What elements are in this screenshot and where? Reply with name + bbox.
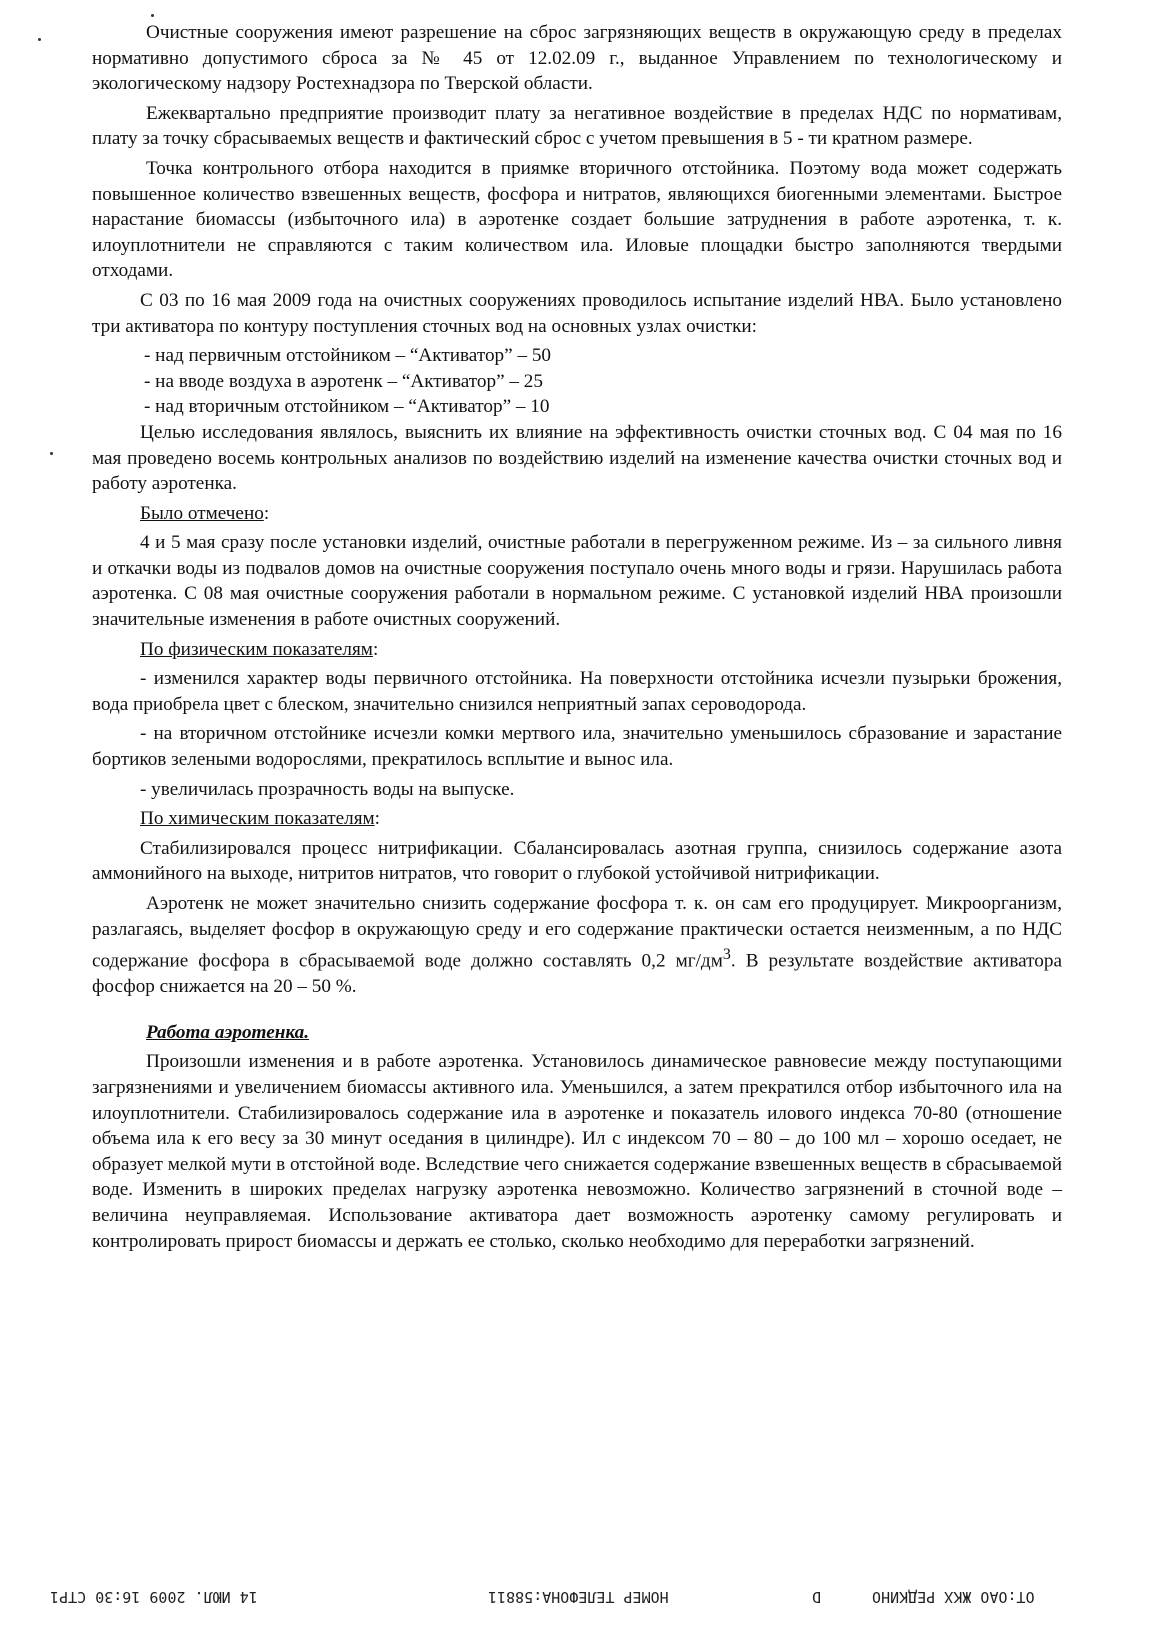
paragraph-phosphorus <box>92 891 1062 1000</box>
paragraph-overload: 4 и 5 мая сразу после установки изделий, очистные работали в перегруженном режиме. Из – за сильного ливня и откачки воды из подвалов домов на очистные сооружения поступало очень много воды и грязи. Нарушилась работа аэротенка. С 08 мая очистные сооружения работали в нормальном режиме. С установкой изделий НВА произошли значительные изменения в работе очистных сооружений. <box>92 532 1062 631</box>
heading-chemical: По химическим показателям: <box>140 808 381 830</box>
paragraph-secondary-settler: - на вторичном отстойнике исчезли комки мертвого ила, значительно уменьшилось сбразование и зарастание бортиков зелеными водорослями, прекратилось всплытие и вынос ила. <box>92 723 1062 771</box>
document-body <box>92 20 1062 1258</box>
scan-speck <box>151 14 154 17</box>
paragraph-nitrification: Стабилизировался процесс нитрификации. Сбалансировалась азотная группа, снизилось содержание азота аммонийного на выходе, нитритов нитратов, что говорит о глубокой устойчивой нитрификации. <box>92 837 1062 885</box>
fax-date: 14 ИЮЛ. 2009 16:30 СТР1 <box>50 1588 258 1606</box>
scan-speck <box>38 38 41 41</box>
heading-physical: По физическим показателям: <box>140 638 379 660</box>
paragraph-transparency: - увеличилась прозрачность воды на выпуске. <box>140 778 515 800</box>
phosphorus-text-b: . В результате воздействие активатора фосфор снижается на 20 – 50 %. <box>92 950 1062 998</box>
heading-physical-text: По физическим показателям <box>140 638 373 660</box>
list-item-activator-25: - на вводе воздуха в аэротенк – “Активатор” – 25 <box>144 370 543 392</box>
fax-phone: НОМЕР ТЕЛЕФОНА:58811 <box>488 1588 669 1606</box>
heading-noted-text: Было отмечено <box>140 502 264 524</box>
heading-aerotank: Работа аэротенка. <box>146 1021 310 1043</box>
fax-header-strip <box>0 1588 1160 1612</box>
scan-speck <box>50 452 53 455</box>
paragraph-primary-settler: - изменился характер воды первичного отстойника. На поверхности отстойника исчезли пузырьки брожения, вода приобрела цвет с блеском, значительно снизился неприятный запах сероводорода. <box>92 668 1062 715</box>
paragraph-permit: Очистные сооружения имеют разрешение на сброс загрязняющих веществ в окружающую среду в пределах нормативно допустимого сброса за № 45 от 12.02.09 г., выданное Управлением по технологическому и экологическому надзору Ростехнадзора по Тверской области. <box>92 22 1062 95</box>
paragraph-payment: Ежеквартально предприятие производит плату за негативное воздействие в пределах НДС по нормативам, плату за точку сбрасываемых веществ и фактический сброс с учетом превышения в 5 - ти кратном размере. <box>92 102 1062 150</box>
paragraph-purpose: Целью исследования являлось, выяснить их влияние на эффективность очистки сточных вод. С 04 мая по 16 мая проведено восемь контрольных анализов по воздействию изделий на изменение качества очистки сточных вод и работу аэротенка. <box>92 421 1062 495</box>
heading-noted: Было отмечено: <box>140 502 270 524</box>
paragraph-aerotank: Произошли изменения и в работе аэротенка. Установилось динамическое равновесие между поступающими загрязнениями и увеличением биомассы активного ила. Уменьшился, а затем прекратился отбор избыточного ила на илоуплотнители. Стабилизировалось содержание ила в аэротенке и показатель илового индекса 70-80 (отношение объема ила к его весу за 30 минут оседания в цилиндре). Ил с индексом 70 – 80 – до 100 мл – хорошо оседает, не образует мелкой мути в отстойной воде. Вследствие чего снижается содержание взвешенных веществ в сбрасываемой воде. Изменить в широких пределах нагрузку аэротенка невозможно. Количество загрязнений в сточной воде – величина неуправляемая. Использование активатора дает возможность аэротенку самому регулировать и контролировать прирост биомассы и держать ее столько, сколько необходимо для переработки загрязнений. <box>92 1051 1062 1252</box>
superscript-3: 3 <box>722 946 731 964</box>
paragraph-control-point: Точка контрольного отбора находится в приямке вторичного отстойника. Поэтому вода может содержать повышенное количество взвешенных веществ, фосфора и нитратов, являющихся биогенными элементами. Быстрое нарастание биомассы (избыточного ила) в аэротенке создает большие затруднения в работе аэротенка, т. к. илоуплотнители не справляются с таким количеством ила. Иловые площадки быстро заполняются твердыми отходами. <box>92 157 1062 282</box>
fax-mark: D <box>812 1588 822 1606</box>
heading-chemical-text: По химическим показателям <box>140 808 375 830</box>
phosphorus-text-a: Аэротенк не может значительно снизить содержание фосфора т. к. он сам его продуцирует. Микроорганизм, разлагаясь, выделяет фосфор в окружающую среду и его содержание практически остается неизменным, а по НДС содержание фосфора в сбрасываемой воде должно составлять 0,2 мг/дм <box>92 893 1062 972</box>
list-item-activator-10: - над вторичным отстойником – “Активатор” – 10 <box>144 396 550 418</box>
list-item-activator-50: - над первичным отстойником – “Активатор” – 50 <box>144 345 552 367</box>
fax-sender: ОТ:ОАО ЖКХ РЕДКИНО <box>872 1588 1035 1606</box>
paragraph-testing: С 03 по 16 мая 2009 года на очистных сооружениях проводилось испытание изделий НВА. Было установлено три активатора по контуру поступления сточных вод на основных узлах очистки: <box>92 289 1062 337</box>
